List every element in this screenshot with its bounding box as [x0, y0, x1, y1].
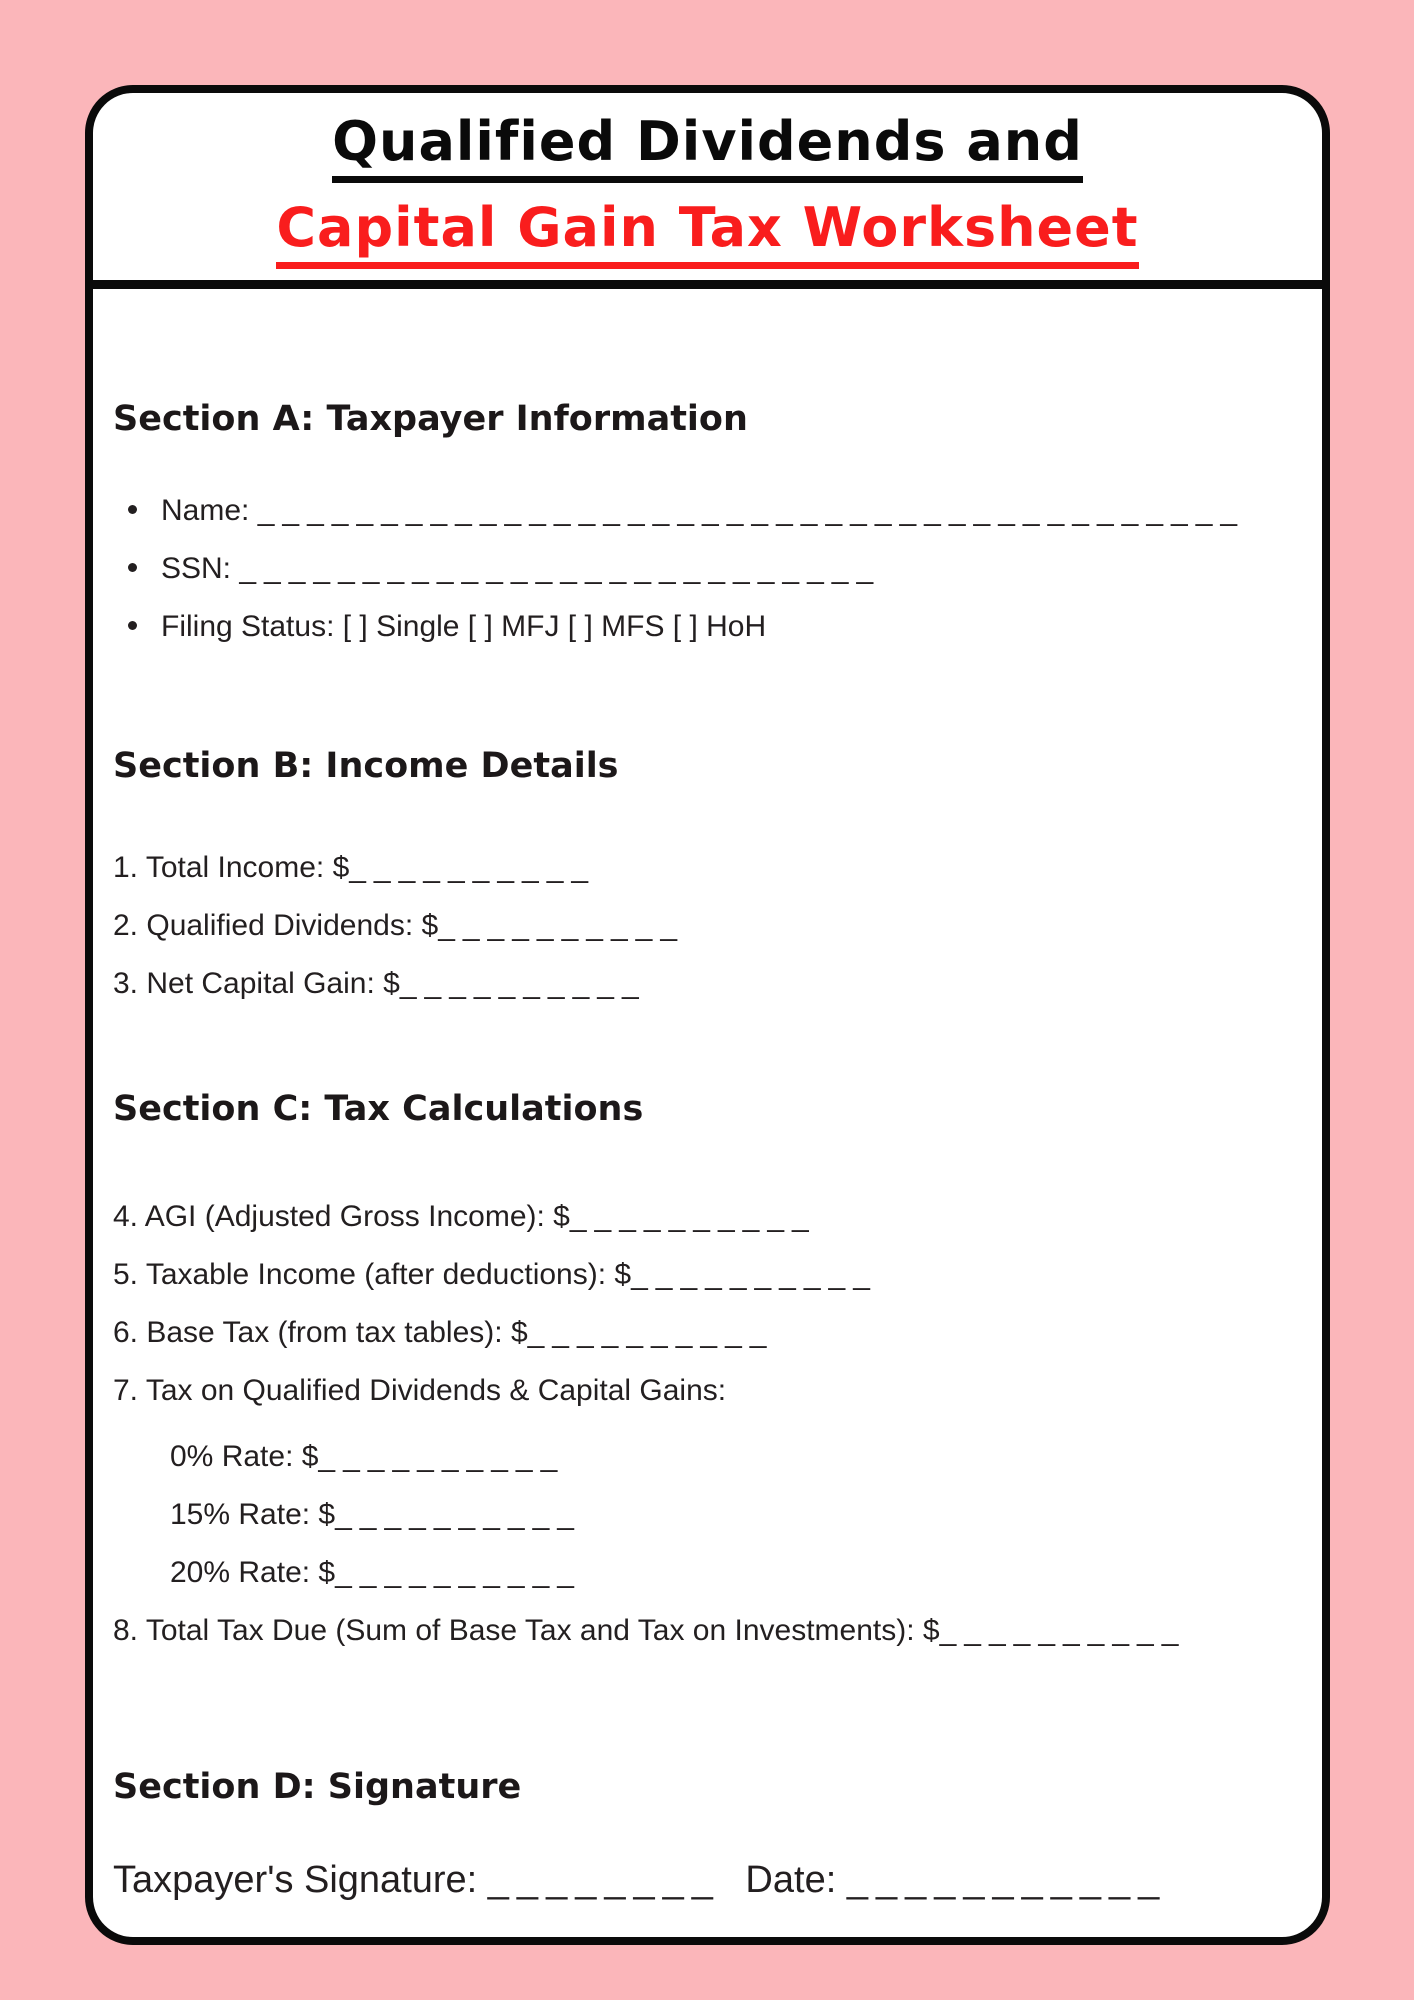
ssn-line	[113, 549, 1296, 589]
name-label: Name:	[161, 494, 258, 527]
title-line-2	[276, 195, 1139, 269]
agi-label: 4. AGI (Adjusted Gross Income): $	[113, 1200, 570, 1233]
title-line-1-text: Qualified Dividends and	[332, 115, 1083, 183]
worksheet-card	[85, 85, 1330, 1945]
filing-status-line	[113, 607, 1296, 647]
qualified-dividends-line	[113, 906, 1296, 946]
rate-20-line	[170, 1553, 1296, 1593]
qualified-dividends-blank: __________	[438, 909, 686, 942]
rate-0-line	[170, 1437, 1296, 1477]
base-tax-line	[113, 1313, 1296, 1353]
date-label: Date:	[734, 1859, 847, 1901]
base-tax-blank: __________	[527, 1316, 775, 1349]
total-income-label: 1. Total Income: $	[113, 851, 350, 884]
taxable-income-line	[113, 1255, 1296, 1295]
rate-20-blank: __________	[335, 1556, 582, 1589]
tax-on-dividends-label: 7. Tax on Qualified Dividends & Capital Gains:	[113, 1374, 727, 1407]
total-tax-due-label: 8. Total Tax Due (Sum of Base Tax and Tax on Investments): $	[113, 1614, 940, 1647]
worksheet-content	[93, 397, 1322, 1905]
rate-15-label: 15% Rate: $	[170, 1498, 336, 1531]
tax-calculations-list	[113, 1197, 1296, 1651]
tax-on-dividends-line	[113, 1371, 1296, 1411]
signature-blank: ________	[487, 1859, 721, 1901]
bullet-icon	[128, 563, 137, 572]
filing-status-label: Filing Status: [ ] Single [ ] MFJ [ ] MFS [ ] HoH	[161, 610, 767, 643]
taxpayer-info-list	[113, 491, 1296, 647]
rate-0-blank: __________	[318, 1440, 566, 1473]
signature-row	[113, 1855, 1296, 1905]
rate-20-label: 20% Rate: $	[170, 1556, 336, 1589]
net-capital-gain-line	[113, 964, 1296, 1004]
total-tax-due-blank: __________	[939, 1614, 1187, 1647]
taxable-income-blank: __________	[631, 1258, 878, 1291]
section-c-heading: Section C: Tax Calculations	[113, 1089, 644, 1129]
total-tax-due-line	[113, 1611, 1296, 1651]
title-block	[93, 93, 1322, 280]
rate-15-blank: __________	[335, 1498, 582, 1531]
total-income-line	[113, 848, 1296, 888]
name-line	[113, 491, 1296, 531]
signature-label: Taxpayer's Signature:	[113, 1859, 488, 1901]
title-divider	[93, 280, 1322, 289]
net-capital-gain-label: 3. Net Capital Gain: $	[113, 967, 400, 1000]
taxable-income-label: 5. Taxable Income (after deductions): $	[113, 1258, 632, 1291]
net-capital-gain-blank: __________	[399, 967, 647, 1000]
section-a-heading: Section A: Taxpayer Information	[113, 399, 748, 439]
rate-0-label: 0% Rate: $	[170, 1440, 319, 1473]
ssn-label: SSN:	[161, 552, 240, 585]
name-fill-blank: ________________________________________	[257, 494, 1246, 527]
rate-sublist	[113, 1437, 1296, 1593]
section-d-heading: Section D: Signature	[113, 1767, 522, 1807]
qualified-dividends-label: 2. Qualified Dividends: $	[113, 909, 439, 942]
income-details-list	[113, 848, 1296, 1004]
base-tax-label: 6. Base Tax (from tax tables): $	[113, 1316, 528, 1349]
ssn-fill-blank: __________________________	[239, 552, 882, 585]
agi-blank: __________	[569, 1200, 817, 1233]
total-income-blank: __________	[349, 851, 597, 884]
agi-line	[113, 1197, 1296, 1237]
section-b-heading: Section B: Income Details	[113, 746, 619, 786]
bullet-icon	[128, 621, 137, 630]
date-blank: ___________	[846, 1859, 1168, 1901]
title-line-1	[332, 109, 1083, 183]
title-line-2-text: Capital Gain Tax Worksheet	[276, 201, 1138, 269]
rate-15-line	[170, 1495, 1296, 1535]
bullet-icon	[128, 505, 137, 514]
